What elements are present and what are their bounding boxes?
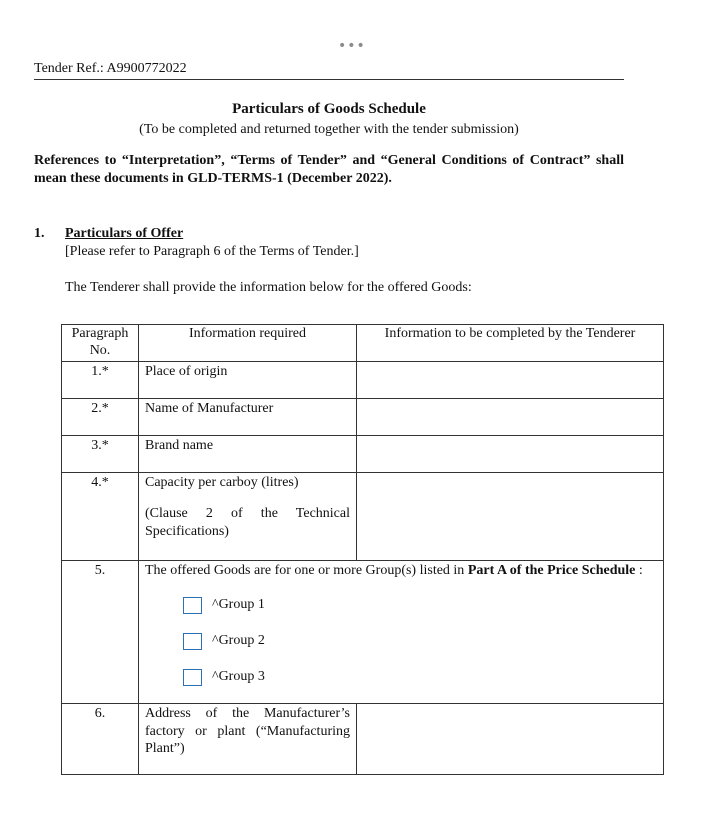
group-2-label: ^Group 2 xyxy=(212,633,265,649)
manufacturing-plant-address-field[interactable] xyxy=(357,704,664,775)
row-info: Place of origin xyxy=(139,361,357,398)
section-intro: The Tenderer shall provide the information below for the offered Goods: xyxy=(65,280,472,295)
references-paragraph: References to “Interpretation”, “Terms of Tender” and “General Conditions of Contract” shall mean these documents in GLD-TERMS-1 (December 2022). xyxy=(34,153,624,186)
header-paragraph-no: Paragraph No. xyxy=(62,325,139,362)
more-options-dots: ••• xyxy=(338,38,366,54)
table-row xyxy=(62,398,664,435)
section-note: [Please refer to Paragraph 6 of the Terms of Tender.] xyxy=(65,244,359,259)
capacity-label: Capacity per carboy (litres) xyxy=(145,474,299,490)
particulars-table xyxy=(61,324,664,775)
row-number: 1.* xyxy=(62,361,139,398)
group-3-option[interactable] xyxy=(183,659,657,695)
table-row xyxy=(62,361,664,398)
table-header-row xyxy=(62,325,664,362)
row-info xyxy=(139,472,357,560)
capacity-note: (Clause 2 of the Technical Specifications) xyxy=(145,506,350,539)
row-number: 2.* xyxy=(62,398,139,435)
group-3-label: ^Group 3 xyxy=(212,669,265,685)
section-title: Particulars of Offer xyxy=(65,226,184,241)
row-info: Address of the Manufacturer’s factory or plant (“Manufacturing Plant”) xyxy=(139,704,357,775)
checkbox-icon[interactable] xyxy=(183,597,202,614)
table-row xyxy=(62,435,664,472)
table-row xyxy=(62,472,664,560)
header-information-completed: Information to be completed by the Tenderer xyxy=(357,325,664,362)
group-selection-cell xyxy=(139,560,664,704)
checkbox-icon[interactable] xyxy=(183,633,202,650)
table-row xyxy=(62,560,664,704)
place-of-origin-field[interactable] xyxy=(357,361,664,398)
group-1-label: ^Group 1 xyxy=(212,597,265,613)
tender-reference: Tender Ref.: A9900772022 xyxy=(34,60,624,80)
group-1-option[interactable] xyxy=(183,587,657,623)
page-subtitle: (To be completed and returned together with the tender submission) xyxy=(139,121,519,137)
capacity-field[interactable] xyxy=(357,472,664,560)
page-title: Particulars of Goods Schedule xyxy=(232,101,426,117)
group-selection-text: The offered Goods are for one or more Group(s) listed in Part A of the Price Schedule : xyxy=(145,562,643,578)
checkbox-icon[interactable] xyxy=(183,669,202,686)
row-number: 3.* xyxy=(62,435,139,472)
row-info: Name of Manufacturer xyxy=(139,398,357,435)
row-number: 5. xyxy=(62,560,139,704)
header-information-required: Information required xyxy=(139,325,357,362)
table-row xyxy=(62,704,664,775)
manufacturer-name-field[interactable] xyxy=(357,398,664,435)
row-number: 4.* xyxy=(62,472,139,560)
row-number: 6. xyxy=(62,704,139,775)
title-block xyxy=(34,100,624,138)
row-info: Brand name xyxy=(139,435,357,472)
brand-name-field[interactable] xyxy=(357,435,664,472)
section-number: 1. xyxy=(34,226,45,241)
group-2-option[interactable] xyxy=(183,623,657,659)
